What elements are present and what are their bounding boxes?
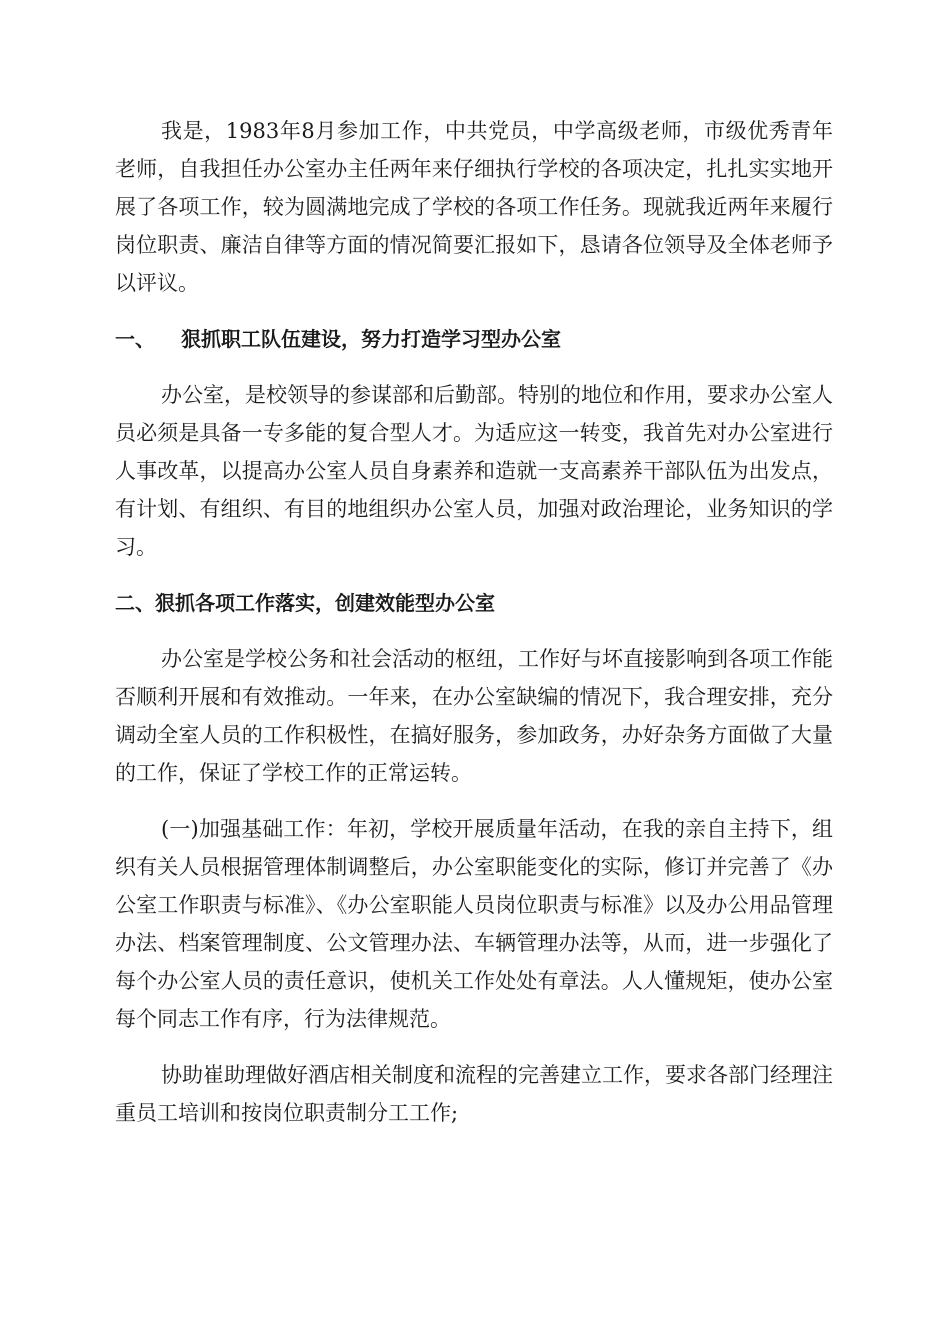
section-1-title: 狠抓职工队伍建设，努力打造学习型办公室	[181, 327, 561, 351]
section-1-number: 一、	[115, 327, 155, 351]
section-1-heading	[115, 320, 833, 358]
subsection-1-paragraph: (一)加强基础工作：年初，学校开展质量年活动，在我的亲自主持下，组织有关人员根据管理体制调整后，办公室职能变化的实际，修订并完善了《办公室工作职责与标准》、《办公室职能人员岗位职责与标准》以及办公用品管理办法、档案管理制度、公文管理办法、车辆管理办法等，从而，进一步强化了每个办公室人员的责任意识，使机关工作处处有章法。人人懂规矩，使办公室每个同志工作有序，行为法律规范。	[115, 817, 833, 1031]
document-page	[115, 112, 833, 1150]
closing-paragraph: 协助崔助理做好酒店相关制度和流程的完善建立工作，要求各部门经理注重员工培训和按岗位职责制分工工作;	[115, 1063, 833, 1125]
section-1-paragraph: 办公室，是校领导的参谋部和后勤部。特别的地位和作用，要求办公室人员必须是具备一专多能的复合型人才。为适应这一转变，我首先对办公室进行人事改革，以提高办公室人员自身素养和造就一支高素养干部队伍为出发点，有计划、有组织、有目的地组织办公室人员，加强对政治理论，业务知识的学习。	[115, 383, 833, 559]
section-2-heading: 二、狠抓各项工作落实，创建效能型办公室	[115, 591, 495, 615]
section-2-paragraph: 办公室是学校公务和社会活动的枢纽，工作好与坏直接影响到各项工作能否顺利开展和有效推动。一年来，在办公室缺编的情况下，我合理安排，充分调动全室人员的工作积极性，在搞好服务，参加政务，办好杂务方面做了大量的工作，保证了学校工作的正常运转。	[115, 647, 833, 785]
intro-paragraph: 我是，1983年8月参加工作，中共党员，中学高级老师，市级优秀青年老师，自我担任办公室办主任两年来仔细执行学校的各项决定，扎扎实实地开展了各项工作，较为圆满地完成了学校的各项工作任务。现就我近两年来履行岗位职责、廉洁自律等方面的情况简要汇报如下，恳请各位领导及全体老师予以评议。	[115, 119, 833, 295]
